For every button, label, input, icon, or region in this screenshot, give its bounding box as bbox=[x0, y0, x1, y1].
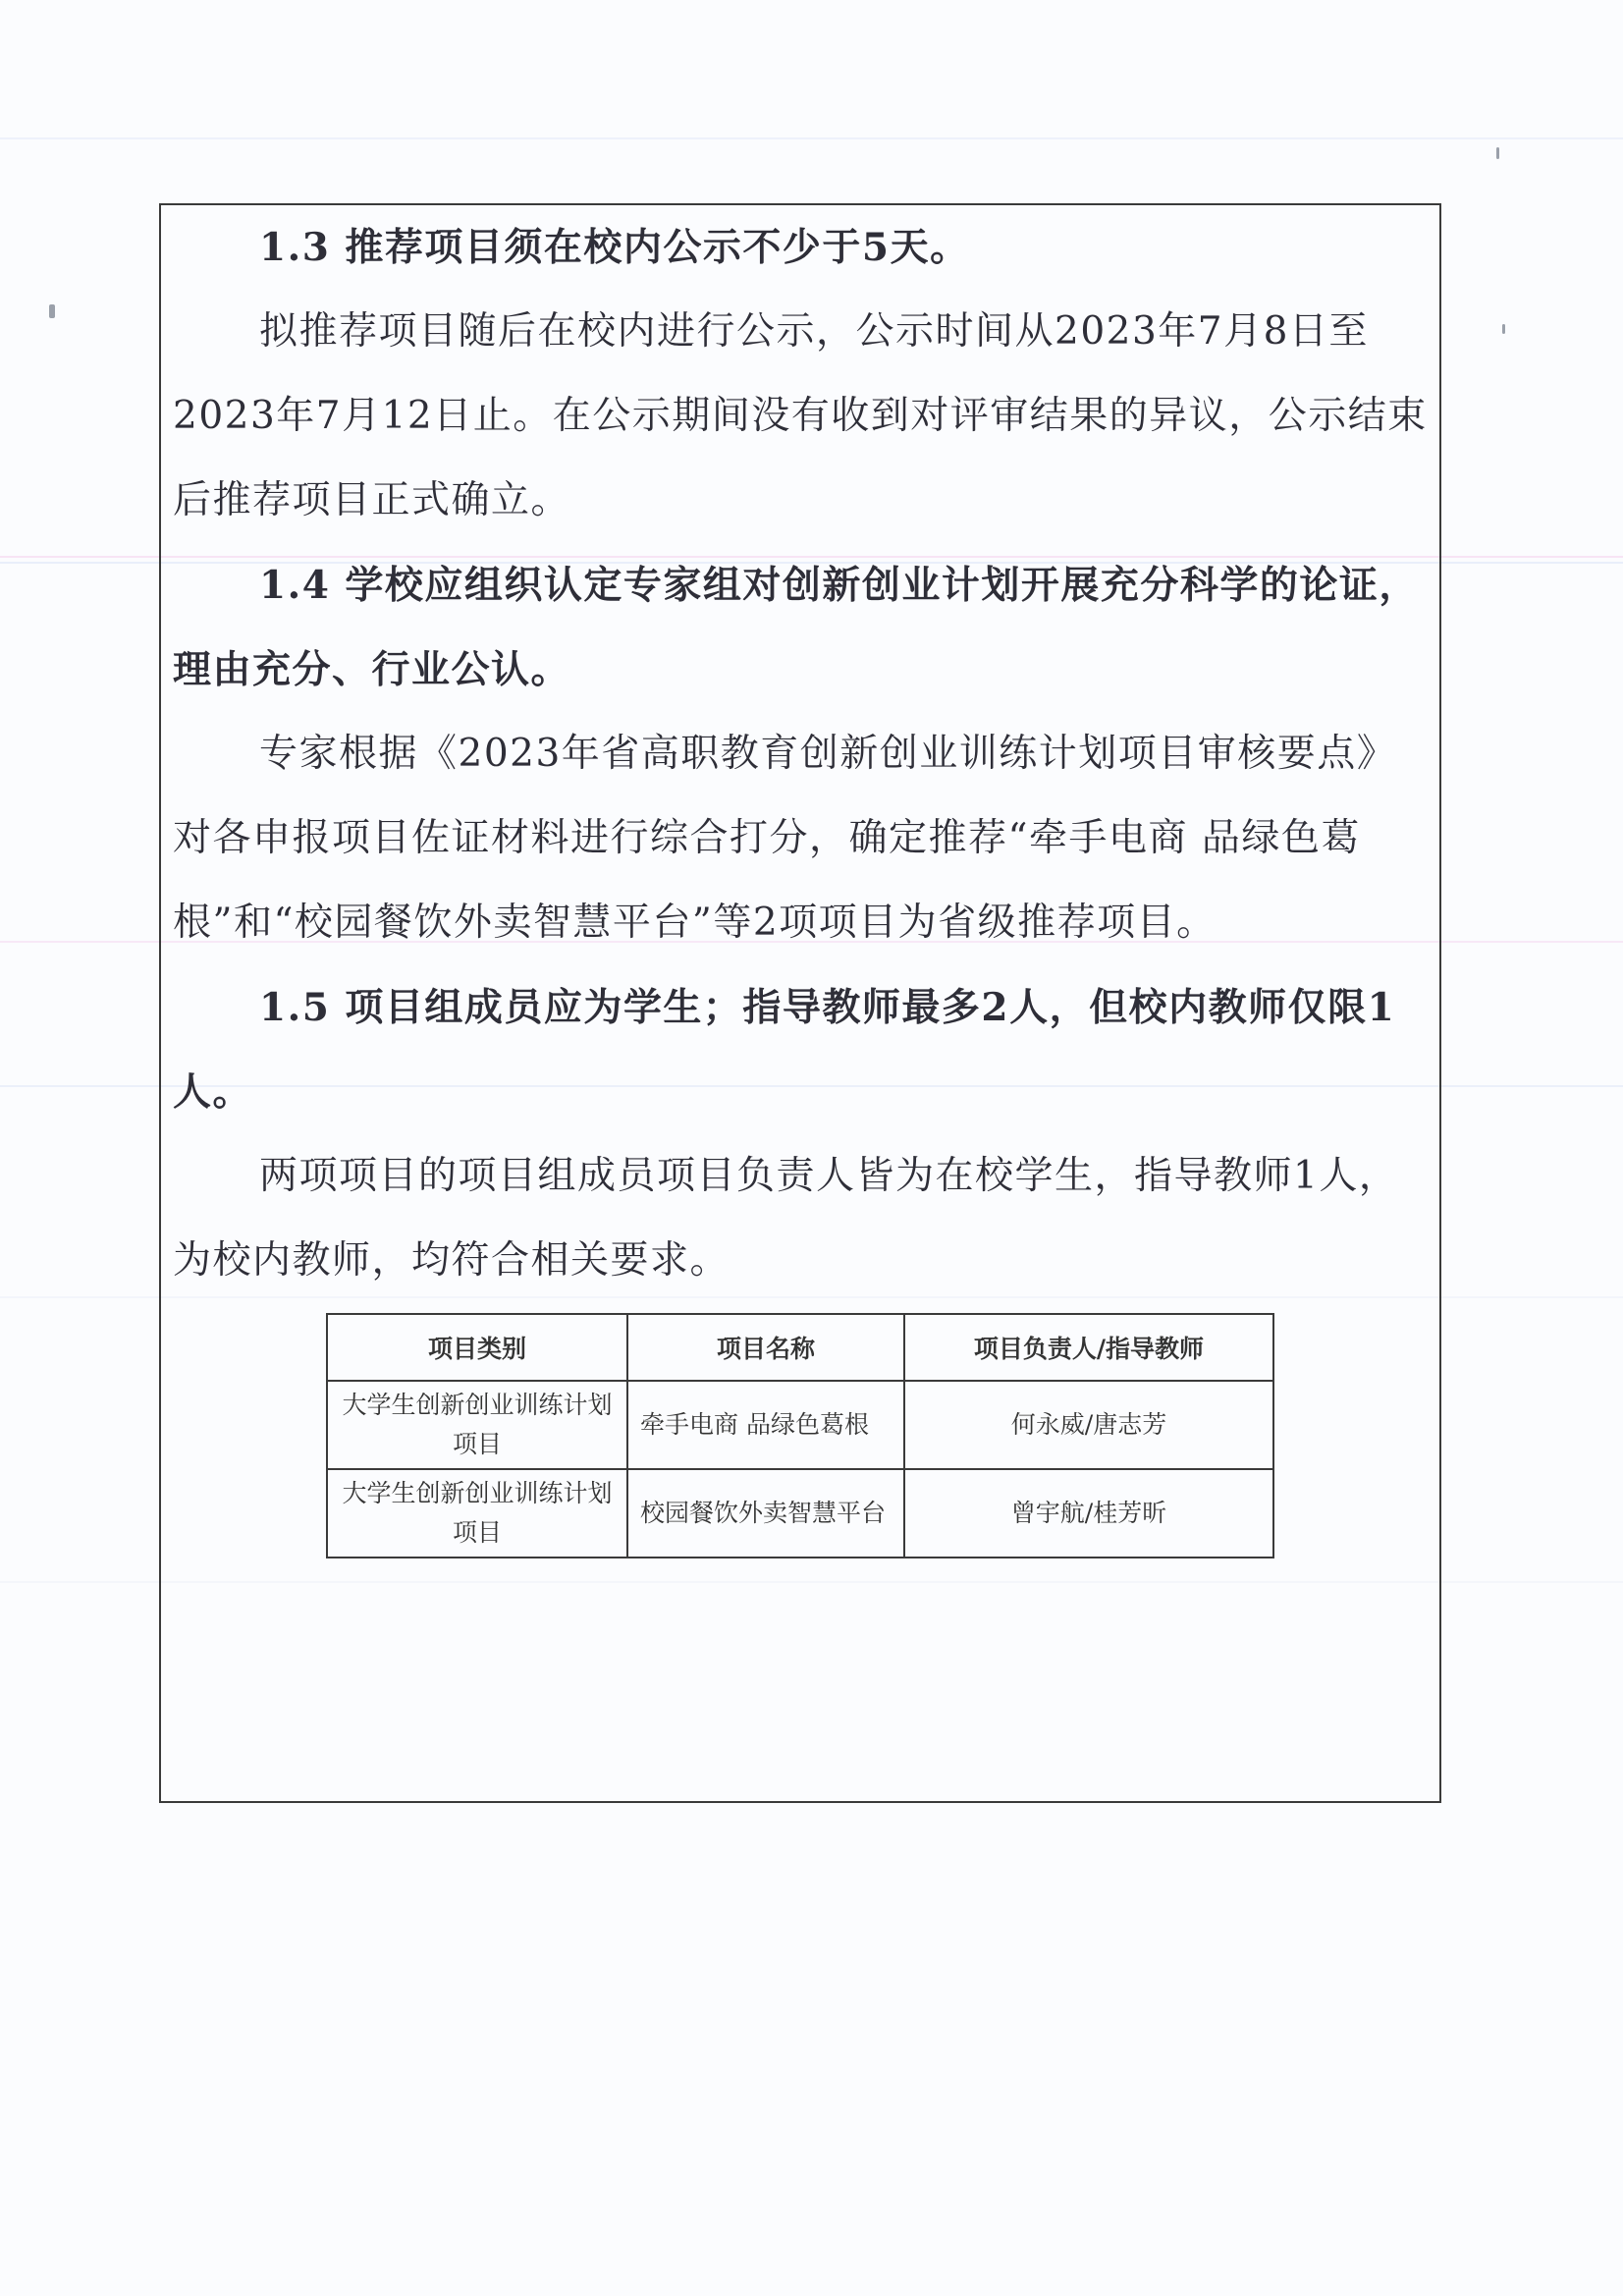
row-category: 大学生创新创业训练计划项目 bbox=[327, 1469, 627, 1558]
section-1-5-body: 两项项目的项目组成员项目负责人皆为在校学生，指导教师1人，为校内教师，均符合相关要求。 bbox=[173, 1154, 1399, 1283]
row-name: 牵手电商 品绿色葛根 bbox=[627, 1381, 904, 1469]
section-1-5-heading: 1.5 项目组成员应为学生；指导教师最多2人，但校内教师仅限1人。 bbox=[173, 985, 1396, 1115]
section-1-4-body: 专家根据《2023年省高职教育创新创业训练计划项目审核要点》对各申报项目佐证材料进行综合打分，确定推荐“牵手电商 品绿色葛根”和“校园餐饮外卖智慧平台”等2项项目为省级推荐项目。 bbox=[173, 732, 1397, 945]
header-name: 项目名称 bbox=[627, 1314, 904, 1381]
row-name: 校园餐饮外卖智慧平台 bbox=[627, 1469, 904, 1558]
project-table bbox=[326, 1313, 1274, 1558]
row-leader: 曾宇航/桂芳昕 bbox=[904, 1469, 1273, 1558]
header-category: 项目类别 bbox=[327, 1314, 627, 1381]
scan-speck bbox=[1502, 324, 1505, 334]
header-leader: 项目负责人/指导教师 bbox=[904, 1314, 1273, 1381]
document-frame bbox=[159, 203, 1441, 1803]
section-1-3-heading: 1.3 推荐项目须在校内公示不少于5天。 bbox=[259, 225, 970, 270]
row-leader: 何永威/唐志芳 bbox=[904, 1381, 1273, 1469]
section-1-3-body: 拟推荐项目随后在校内进行公示，公示时间从2023年7月8日至2023年7月12日止。在公示期间没有收到对评审结果的异议，公示结束后推荐项目正式确立。 bbox=[173, 309, 1428, 522]
scan-streak bbox=[0, 137, 1623, 139]
scan-speck bbox=[1496, 147, 1499, 159]
row-category: 大学生创新创业训练计划项目 bbox=[327, 1381, 627, 1469]
table-row bbox=[327, 1381, 1273, 1469]
table-row bbox=[327, 1469, 1273, 1558]
section-1-4-heading: 1.4 学校应组织认定专家组对创新创业计划开展充分科学的论证，理由充分、行业公认。 bbox=[173, 563, 1419, 692]
table-header-row bbox=[327, 1314, 1273, 1381]
scan-speck bbox=[49, 304, 55, 318]
